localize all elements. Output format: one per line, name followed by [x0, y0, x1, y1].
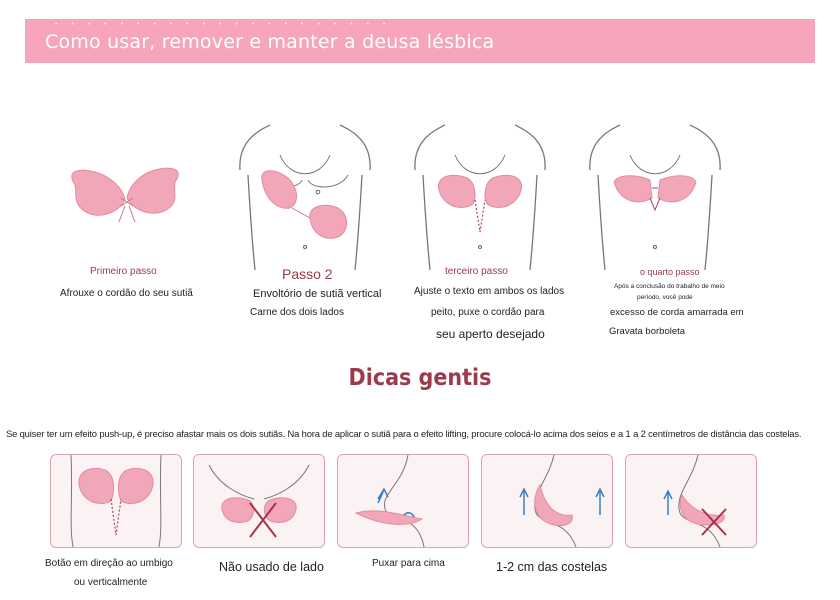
tip-2-caption: Não usado de lado — [219, 560, 324, 574]
step-3-line-2: peito, puxe o cordão para — [431, 307, 545, 318]
tip-5-illustration — [625, 454, 757, 548]
tip-1-caption-line-1: Botão em direção ao umbigo — [45, 558, 173, 569]
title-banner — [25, 19, 815, 63]
step-4-line-2: período, você pode — [637, 294, 693, 301]
tips-heading: Dicas gentis — [348, 365, 492, 391]
step-2-line-1: Envoltório de sutiã vertical — [253, 288, 382, 300]
tip-1-caption-line-2: ou verticalmente — [74, 577, 148, 588]
step-1-line-1: Afrouxe o cordão do seu sutiã — [60, 288, 193, 299]
banner-decoration: • • • • • • • • • • • • • • • • • • • • • — [55, 21, 392, 28]
step-4-illustration — [580, 110, 730, 270]
tip-2-illustration — [193, 454, 325, 548]
step-4-line-3: excesso de corda amarrada em — [610, 307, 744, 318]
tip-3-caption: Puxar para cima — [372, 558, 445, 569]
step-4-line-1: Após a conclusão do trabalho de meio — [614, 283, 725, 290]
step-3-illustration — [405, 110, 555, 270]
step-3-line-3: seu aperto desejado — [436, 327, 545, 341]
step-1-illustration — [55, 110, 205, 270]
tip-4-caption: 1-2 cm das costelas — [496, 560, 608, 574]
step-4-line-4: Gravata borboleta — [609, 326, 686, 337]
step-1-title: Primeiro passo — [90, 266, 157, 277]
step-2-illustration — [230, 110, 380, 270]
tip-1-illustration — [50, 454, 182, 548]
step-2-title: Passo 2 — [282, 266, 333, 282]
tips-description: Se quiser ter um efeito push-up, é preciso afastar mais os dois sutiãs. Na hora de aplicar o sutiã para o efeito lifting, procure colocá-lo acima dos seios e a 1 a 2 centímetros de distância das costelas. — [6, 428, 802, 439]
step-4-title: o quarto passo — [640, 267, 700, 277]
step-3-line-1: Ajuste o texto em ambos os lados — [414, 286, 565, 297]
page-title: Como usar, remover e manter a deusa lésbica — [45, 31, 495, 53]
tip-4-illustration — [481, 454, 613, 548]
step-3-title: terceiro passo — [445, 266, 508, 277]
tip-3-illustration — [337, 454, 469, 548]
step-2-line-2: Carne dos dois lados — [250, 307, 344, 318]
